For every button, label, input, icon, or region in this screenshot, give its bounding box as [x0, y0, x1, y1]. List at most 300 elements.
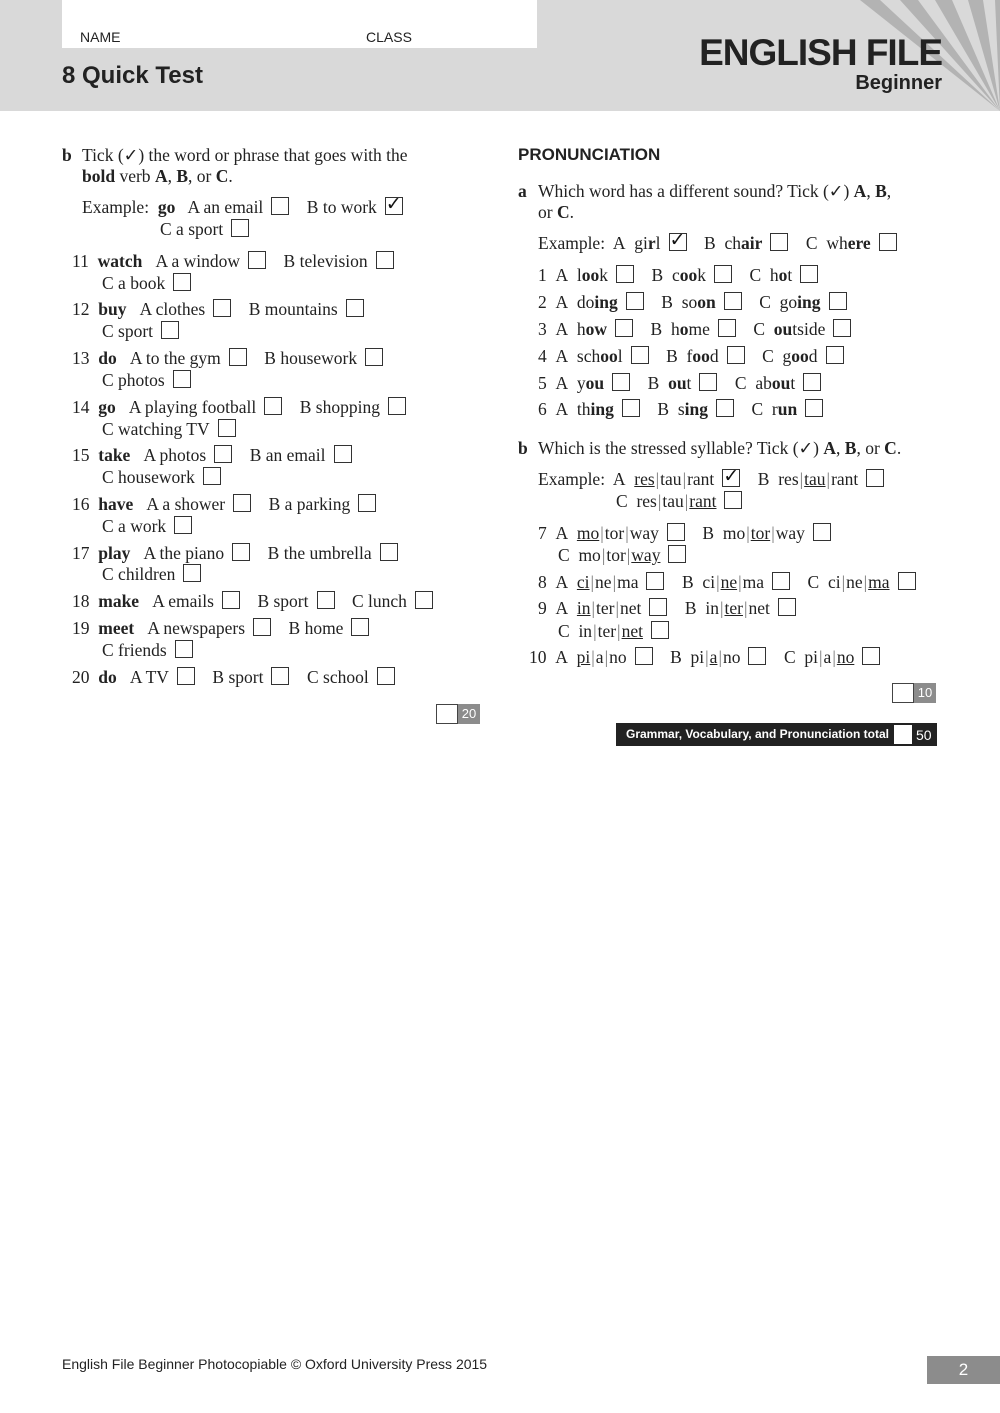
word-sound: ere: [847, 233, 871, 253]
checkbox[interactable]: [214, 445, 232, 463]
footer-title: English File Beginner: [62, 1356, 195, 1372]
checkbox[interactable]: [183, 564, 201, 582]
option-b: B television: [283, 251, 368, 271]
vocab-example: [82, 193, 403, 218]
instr-b: B: [875, 181, 887, 201]
checkbox[interactable]: [805, 399, 823, 417]
syllable-divider: |: [617, 621, 621, 641]
word-part: l: [576, 265, 582, 285]
stressed-syllable: net: [621, 621, 643, 641]
syllable-divider: |: [655, 469, 660, 489]
option-letter: B: [666, 346, 678, 366]
word-sound: oo: [679, 265, 698, 285]
class-label: CLASS: [366, 29, 412, 45]
checkbox[interactable]: [862, 647, 880, 665]
syllable-word: [577, 647, 627, 667]
instr-end: .: [896, 438, 902, 458]
checkbox[interactable]: [866, 469, 884, 487]
checkbox[interactable]: [388, 397, 406, 415]
checkbox[interactable]: [248, 251, 266, 269]
checkbox[interactable]: [232, 543, 250, 561]
item-number: 4: [538, 346, 547, 366]
score-input[interactable]: [892, 683, 914, 703]
checkbox[interactable]: [646, 572, 664, 590]
stressed-syllable: tor: [750, 523, 771, 543]
syllable: a: [823, 647, 832, 667]
grand-total-bar: [616, 723, 937, 746]
syllable-divider: |: [771, 523, 775, 543]
checkbox[interactable]: [271, 197, 289, 215]
pron-b-item-c: [558, 544, 686, 566]
option-c: C school: [306, 667, 369, 687]
syllable: way: [775, 523, 805, 543]
word-part: h: [576, 319, 586, 339]
checkbox[interactable]: [380, 543, 398, 561]
grand-total-label: Grammar, Vocabulary, and Pronunciation total: [626, 727, 889, 741]
word-sound: air: [741, 233, 763, 253]
syllable: ci: [827, 572, 841, 592]
syllable-word: [577, 523, 659, 543]
word-part: gi: [634, 233, 648, 253]
tick-icon: ✓: [723, 465, 740, 487]
checkbox[interactable]: [724, 292, 742, 310]
option-a: A clothes: [139, 299, 206, 319]
checkbox[interactable]: [699, 373, 717, 391]
word-sound: o: [778, 265, 788, 285]
name-label: NAME: [80, 29, 121, 45]
pron-b-item-c: [558, 620, 669, 642]
pronunciation-heading: PRONUNCIATION: [518, 145, 661, 164]
instr-a: A: [823, 438, 837, 458]
word-syllables: [636, 491, 716, 511]
word-sound: ow: [585, 319, 608, 339]
pron-a-letter: a: [518, 181, 527, 201]
word-sound: ing: [594, 292, 618, 312]
option-b: B an email: [249, 445, 326, 465]
syllable-divider: |: [841, 572, 846, 592]
pron-a-item: [538, 398, 823, 420]
letter: B: [704, 233, 716, 253]
checkbox[interactable]: [826, 346, 844, 364]
example-option-b: B to work: [306, 197, 377, 217]
checkbox[interactable]: [898, 572, 916, 590]
item-verb: go: [98, 397, 116, 417]
word-part: do: [576, 292, 595, 312]
syllable-divider: |: [682, 469, 687, 489]
item-number: 7: [538, 523, 547, 543]
item-number: 17: [72, 543, 90, 563]
word-syllables: [634, 469, 714, 489]
checkbox[interactable]: [716, 399, 734, 417]
pron-b-item: [538, 571, 916, 593]
option-a: A the piano: [143, 543, 225, 563]
pron-b-example: Example: A res|tau|rant ✓ B res|tau|rant: [538, 468, 884, 490]
syllable-divider: |: [705, 647, 709, 667]
option-letter: B: [647, 373, 660, 393]
option-letter: C: [751, 399, 764, 419]
item-verb: take: [98, 445, 131, 465]
word-part: r: [771, 399, 778, 419]
item-number: 9: [538, 598, 547, 618]
checkbox[interactable]: [616, 265, 634, 283]
word-part: k: [599, 265, 609, 285]
item-number: 15: [72, 445, 90, 465]
syllable: tau: [660, 469, 682, 489]
option-a: A playing football: [128, 397, 257, 417]
grand-total-input[interactable]: [894, 725, 912, 744]
pron-a-example: [538, 229, 897, 254]
item-verb: have: [98, 494, 134, 514]
checkbox[interactable]: [351, 618, 369, 636]
syllable-divider: |: [826, 469, 831, 489]
option-letter: C: [753, 319, 766, 339]
syllable-divider: |: [657, 491, 662, 511]
syllable-divider: |: [591, 647, 595, 667]
option-letter: C: [558, 621, 570, 641]
option-letter: C: [558, 545, 570, 565]
syllable-divider: |: [600, 523, 604, 543]
vocab-item-c: [102, 515, 192, 537]
vocab-score-box: [436, 704, 480, 724]
option-a: A to the gym: [129, 348, 221, 368]
checkbox[interactable]: [415, 591, 433, 609]
stressed-syllable: a: [709, 647, 718, 667]
checkbox[interactable]: [173, 273, 191, 291]
option-a: A photos: [143, 445, 207, 465]
syllable: no: [722, 647, 741, 667]
checkbox[interactable]: [631, 346, 649, 364]
vocab-item: [72, 347, 383, 369]
option-a: A newspapers: [147, 618, 246, 638]
item-number: 12: [72, 299, 90, 319]
syllable-word: [804, 647, 854, 667]
syllable: net: [748, 598, 770, 618]
vocab-item-c: [102, 418, 236, 440]
syllable-word: [702, 572, 764, 592]
checkbox[interactable]: [626, 292, 644, 310]
checkbox[interactable]: [271, 667, 289, 685]
vocab-example-c: [160, 218, 249, 240]
syllable-divider: |: [738, 572, 742, 592]
syllable: rant: [687, 469, 715, 489]
word-part: l: [655, 233, 661, 253]
checkbox[interactable]: [229, 348, 247, 366]
checkbox[interactable]: [358, 494, 376, 512]
checkbox[interactable]: [346, 299, 364, 317]
example-option-c: C a sport: [160, 219, 224, 239]
pron-a-instruction-line2: [538, 201, 574, 223]
syllable-divider: |: [612, 572, 617, 592]
instr-b: B: [176, 166, 189, 186]
syllable-word: [577, 598, 642, 618]
checkbox[interactable]: [376, 251, 394, 269]
checkbox[interactable]: [813, 523, 831, 541]
page-header: [0, 0, 1000, 111]
option-letter: C: [734, 373, 747, 393]
checkbox[interactable]: [377, 667, 395, 685]
word-part: l: [617, 346, 623, 366]
option-letter: A: [555, 598, 569, 618]
checkbox[interactable]: [213, 299, 231, 317]
checkbox[interactable]: [173, 370, 191, 388]
syllable: pi: [804, 647, 819, 667]
syllable: ne: [846, 572, 863, 592]
pron-score-total: 10: [914, 683, 936, 703]
bold-word: bold: [82, 166, 116, 186]
instr-c: C: [884, 438, 897, 458]
checkbox[interactable]: [772, 572, 790, 590]
syllable-divider: |: [746, 523, 750, 543]
word-sound: ing: [684, 399, 708, 419]
instr-sep: , or: [188, 166, 216, 186]
item-number: 16: [72, 494, 90, 514]
instr-c: C: [215, 166, 229, 186]
item-number: 6: [538, 399, 547, 419]
syllable-word: [828, 572, 890, 592]
word-part: t: [790, 373, 796, 393]
word-part: t: [787, 265, 793, 285]
example-verb: go: [157, 197, 176, 217]
option-c: C photos: [102, 370, 165, 390]
option-letter: B: [670, 647, 682, 667]
vocab-item: [72, 493, 376, 515]
checkbox[interactable]: [770, 233, 788, 251]
vocab-letter: b: [62, 145, 72, 165]
vocab-item-c: [102, 639, 193, 661]
word-sound: oo: [791, 346, 809, 366]
word-part: h: [670, 319, 680, 339]
checkbox[interactable]: [203, 467, 221, 485]
option-a: A emails: [152, 591, 214, 611]
checkbox[interactable]: [365, 348, 383, 366]
pron-a-item: [538, 372, 821, 394]
checkbox[interactable]: [667, 523, 685, 541]
checkbox[interactable]: [829, 292, 847, 310]
option-b: B sport: [257, 591, 309, 611]
checkbox[interactable]: [651, 621, 669, 639]
grand-total-score: 50: [916, 727, 932, 743]
option-c: C sport: [102, 321, 154, 341]
brand-logo: [699, 34, 942, 94]
checkbox[interactable]: [233, 494, 251, 512]
footer-rest: Photocopiable © Oxford University Press 2015: [194, 1356, 488, 1372]
syllable-divider: |: [743, 598, 748, 618]
item-number: 11: [72, 251, 89, 271]
checkbox[interactable]: [161, 321, 179, 339]
option-c: C lunch: [352, 591, 407, 611]
pron-b-instruction: [538, 437, 901, 459]
vocab-item-c: [102, 320, 179, 342]
score-input[interactable]: [436, 704, 458, 724]
checkbox[interactable]: [264, 397, 282, 415]
syllable: ter: [596, 598, 615, 618]
checkbox[interactable]: [803, 373, 821, 391]
word-part: d: [709, 346, 719, 366]
option-b: B the umbrella: [267, 543, 372, 563]
brand-level: Beginner: [855, 72, 942, 94]
instr-sep: , or: [856, 438, 885, 458]
checkbox[interactable]: [622, 399, 640, 417]
option-letter: A: [555, 572, 569, 592]
syllable: ma: [742, 572, 765, 592]
checkbox[interactable]: [612, 373, 630, 391]
word-part: ab: [755, 373, 772, 393]
checkbox[interactable]: [727, 346, 745, 364]
option-b: B a parking: [268, 494, 351, 514]
word-part: d: [808, 346, 818, 366]
brand-title: ENGLISH FILE: [699, 32, 942, 73]
syllable-divider: |: [719, 598, 724, 618]
checkbox-ticked[interactable]: [385, 193, 403, 215]
vocab-item: [72, 396, 406, 418]
checkbox[interactable]: [668, 545, 686, 563]
word-part: wh: [826, 233, 848, 253]
word-part: f: [686, 346, 693, 366]
item-number: 2: [538, 292, 547, 312]
item-number: 10: [529, 647, 547, 667]
stressed-syllable: no: [836, 647, 855, 667]
checkbox[interactable]: [879, 233, 897, 251]
item-number: 18: [72, 591, 90, 611]
syllable: ci: [702, 572, 716, 592]
syllable-word: [705, 598, 770, 618]
checkbox[interactable]: [635, 647, 653, 665]
stressed-syllable: tau: [804, 469, 826, 489]
option-letter: C: [783, 647, 796, 667]
checkbox[interactable]: [334, 445, 352, 463]
syllable-word: [577, 572, 639, 592]
vocab-instruction-line1: Tick (✓) the word or phrase that goes with the: [82, 145, 408, 165]
syllable: a: [595, 647, 604, 667]
checkbox-ticked[interactable]: [722, 465, 740, 487]
instr-text: Which is the stressed syllable? Tick (✓): [538, 438, 824, 458]
instr-text: Which word has a different sound? Tick (✓): [538, 181, 854, 201]
syllable: pi: [690, 647, 705, 667]
option-letter: B: [681, 572, 694, 592]
pron-score-box: [892, 683, 936, 703]
checkbox[interactable]: [218, 419, 236, 437]
item-number: 3: [538, 319, 547, 339]
syllable: mo: [722, 523, 746, 543]
word-sound: r: [647, 233, 656, 253]
option-letter: C: [749, 265, 762, 285]
syllable: in: [705, 598, 719, 618]
checkbox[interactable]: [615, 319, 633, 337]
item-number: 20: [72, 667, 90, 687]
option-a: A TV: [129, 667, 169, 687]
word-sound: ing: [797, 292, 821, 312]
word-sound: oo: [692, 346, 710, 366]
pron-b-item: [529, 646, 880, 668]
option-letter: B: [657, 399, 670, 419]
item-verb: make: [98, 591, 140, 611]
checkbox[interactable]: [714, 265, 732, 283]
option-b: B housework: [264, 348, 358, 368]
item-verb: do: [98, 667, 117, 687]
instr-b: B: [844, 438, 857, 458]
word-sound: ing: [590, 399, 614, 419]
checkbox[interactable]: [718, 319, 736, 337]
syllable-divider: |: [863, 572, 868, 592]
checkbox[interactable]: [724, 491, 742, 509]
syllable: res: [636, 491, 657, 511]
item-verb: play: [98, 543, 131, 563]
checkbox[interactable]: [222, 591, 240, 609]
checkbox[interactable]: [175, 640, 193, 658]
stressed-syllable: way: [631, 545, 661, 565]
stressed-syllable: ci: [576, 572, 590, 592]
word-syllables: [778, 469, 858, 489]
syllable-divider: |: [625, 523, 629, 543]
checkbox[interactable]: [253, 618, 271, 636]
option-letter: B: [651, 265, 664, 285]
checkbox[interactable]: [748, 647, 766, 665]
word-part: go: [779, 292, 798, 312]
instr-c: C: [556, 202, 570, 222]
option-b: B mountains: [248, 299, 338, 319]
vocab-item: [72, 542, 398, 564]
item-number: 8: [538, 572, 547, 592]
syllable-divider: |: [593, 621, 597, 641]
item-number: 1: [538, 265, 547, 285]
word-part: k: [697, 265, 706, 285]
item-number: 13: [72, 348, 90, 368]
syllable-word: [578, 545, 660, 565]
item-verb: buy: [98, 299, 127, 319]
word-sound: ou: [585, 373, 605, 393]
option-a: A a window: [155, 251, 241, 271]
name-class-box: [62, 0, 537, 48]
pron-a-item: [538, 264, 818, 286]
letter: C: [805, 233, 818, 253]
instr-a: A: [853, 181, 867, 201]
checkbox[interactable]: [177, 667, 195, 685]
option-letter: B: [702, 523, 715, 543]
syllable-divider: |: [832, 647, 836, 667]
checkbox[interactable]: [800, 265, 818, 283]
word-sound: ou: [773, 319, 793, 339]
stressed-syllable: ter: [724, 598, 743, 618]
checkbox[interactable]: [649, 598, 667, 616]
word-part: s: [677, 399, 685, 419]
option-c: C a work: [102, 516, 167, 536]
option-c: C watching TV: [102, 419, 210, 439]
word-part: y: [576, 373, 586, 393]
checkbox[interactable]: [833, 319, 851, 337]
vocab-instruction-line2: [82, 165, 233, 187]
page-number: 2: [927, 1356, 1000, 1384]
syllable-divider: |: [626, 545, 631, 565]
syllable: tor: [606, 545, 626, 565]
syllable: net: [620, 598, 642, 618]
checkbox[interactable]: [174, 516, 192, 534]
syllable-word: [636, 491, 716, 511]
item-verb: meet: [98, 618, 135, 638]
option-letter: A: [555, 265, 569, 285]
stressed-syllable: ma: [868, 572, 890, 592]
word-part: c: [671, 265, 680, 285]
checkbox[interactable]: [231, 219, 249, 237]
example-label: Example:: [538, 469, 606, 489]
syllable-divider: |: [615, 598, 620, 618]
option-letter: A: [555, 292, 569, 312]
option-letter: A: [555, 346, 569, 366]
checkbox[interactable]: [317, 591, 335, 609]
checkbox-ticked[interactable]: [669, 229, 687, 251]
example-label: Example:: [538, 233, 606, 253]
checkbox[interactable]: [778, 598, 796, 616]
syllable: ne: [595, 572, 612, 592]
